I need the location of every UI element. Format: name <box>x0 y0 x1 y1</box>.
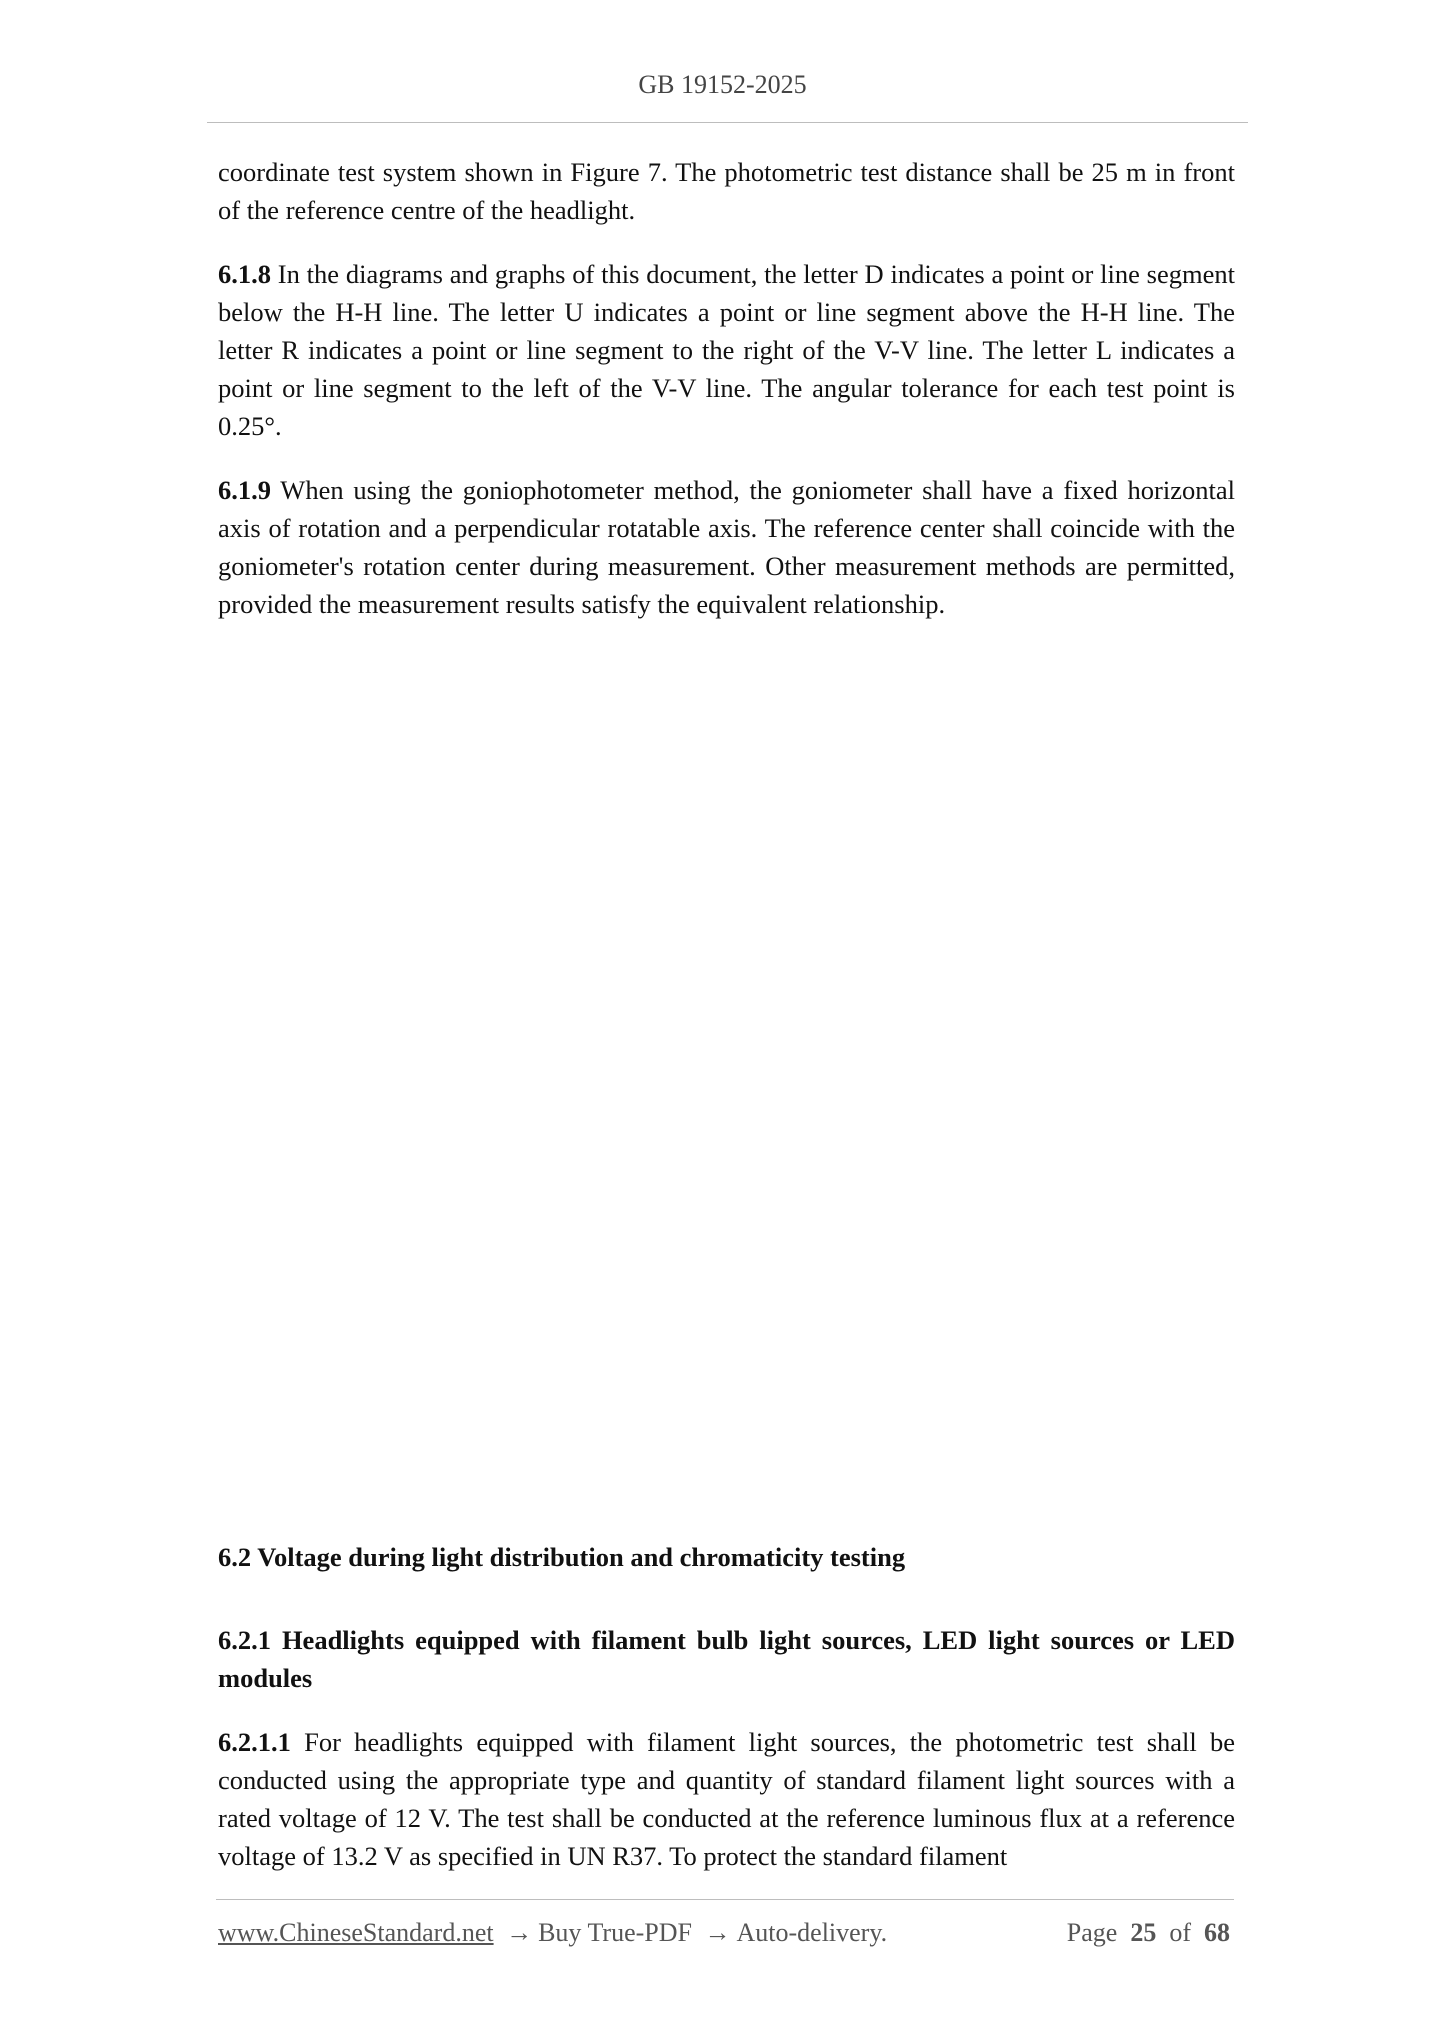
clause-6-1-8 <box>218 255 1235 445</box>
main-content <box>218 153 1235 649</box>
of-label: of <box>1169 1918 1191 1947</box>
section-6-2 <box>218 1538 1235 1901</box>
delivery-text: Auto-delivery. <box>736 1918 888 1947</box>
document-id: GB 19152-2025 <box>638 70 807 99</box>
website-link[interactable]: www.ChineseStandard.net <box>218 1918 494 1947</box>
page-label: Page <box>1066 1918 1118 1947</box>
page-indicator <box>1067 1918 1230 1948</box>
clause-number: 6.2.1.1 <box>218 1727 291 1757</box>
clause-text: When using the goniophotometer method, the goniometer shall have a fixed horizontal axis of rotation and a perpendicular rotatable axis. The reference center shall coincide with the goniometer's rotation center during measurement. Other measurement methods are permitted, provided the measurement results satisfy the equivalent relationship. <box>218 475 1235 619</box>
buy-text: Buy True-PDF <box>538 1918 692 1947</box>
clause-number: 6.1.9 <box>218 475 271 505</box>
clause-6-2-1-1 <box>218 1723 1235 1875</box>
page-number: 25 <box>1130 1918 1157 1947</box>
section-heading-6-2: 6.2 Voltage during light distribution and chromaticity testing <box>218 1542 906 1572</box>
page-footer <box>218 1918 1230 1948</box>
clause-6-1-9 <box>218 471 1235 623</box>
section-heading-6-2-1: 6.2.1 Headlights equipped with filament bulb light sources, LED light sources or LED modules <box>218 1625 1235 1693</box>
footer-promo <box>218 1918 887 1948</box>
clause-number: 6.1.8 <box>218 259 271 289</box>
clause-text: For headlights equipped with filament light sources, the photometric test shall be conducted using the appropriate type and quantity of standard filament light sources with a rated voltage of 12 V. The test shall be conducted at the reference luminous flux at a reference voltage of 13.2 V as specified in UN R37. To protect the standard filament <box>218 1727 1235 1871</box>
header-divider <box>207 122 1248 123</box>
page-total: 68 <box>1204 1918 1230 1947</box>
footer-divider <box>216 1899 1234 1900</box>
continued-paragraph: coordinate test system shown in Figure 7. The photometric test distance shall be 25 m in front of the reference centre of the headlight. <box>218 157 1235 225</box>
arrow-right-icon: → <box>704 1918 731 1947</box>
arrow-right-icon: → <box>506 1918 533 1947</box>
running-header <box>0 70 1445 100</box>
clause-text: In the diagrams and graphs of this document, the letter D indicates a point or line segment below the H-H line. The letter U indicates a point or line segment above the H-H line. The letter R indicates a point or line segment to the right of the V-V line. The letter L indicates a point or line segment to the left of the V-V line. The angular tolerance for each test point is 0.25°. <box>218 259 1235 441</box>
